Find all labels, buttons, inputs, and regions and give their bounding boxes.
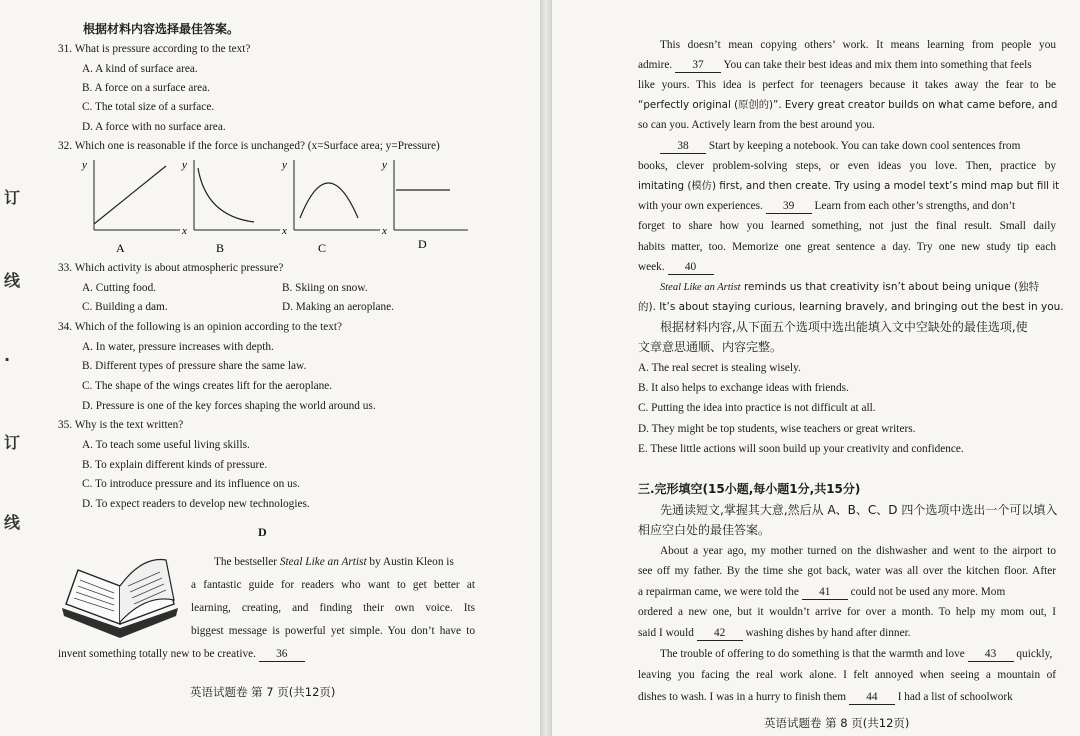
- axis-y-label: y: [282, 159, 287, 171]
- graph-a: [81, 159, 187, 255]
- task-instruction: 文章意思通顺、内容完整。: [638, 340, 783, 354]
- passage-line: ordered a new one, but it wouldn’t arrive for over a month. To help my mom out, I: [638, 606, 1056, 618]
- question-32-graphs: [78, 154, 478, 258]
- passage-line: learning, creating, and finding their own voice. Its: [191, 602, 475, 614]
- blank-43: 43: [968, 647, 1014, 662]
- passage-line: invent something totally new to be creative. 36: [58, 647, 305, 662]
- passage-line: with your own experiences. 39 Learn from each other’s strengths, and don’t: [638, 200, 1016, 212]
- option: C. The total size of a surface.: [82, 101, 215, 113]
- section-instruction: 根据材料内容选择最佳答案。: [83, 22, 240, 36]
- option: B. Different types of pressure share the same law.: [82, 360, 307, 372]
- option: B. Skiing on snow.: [282, 282, 368, 294]
- axis-y-label: y: [182, 159, 187, 171]
- passage-line: habits matter, too. Memorize one great sentence a day. Try one new study tip each: [638, 241, 1056, 253]
- blank-44: 44: [849, 690, 895, 705]
- option: D. To expect readers to develop new technologies.: [82, 498, 310, 510]
- passage-line: The bestseller Steal Like an Artist by Austin Kleon is: [214, 556, 454, 568]
- question-34: 34. Which of the following is an opinion according to the text?: [58, 321, 343, 333]
- page-footer: 英语试题卷 第 8 页(共12页): [764, 716, 910, 730]
- passage-line: a repairman came, we were told the 41 could not be used any more. Mom: [638, 586, 1006, 598]
- passage-line: so can you. Actively learn from the best around you.: [638, 119, 875, 131]
- question-33: 33. Which activity is about atmospheric pressure?: [58, 262, 284, 274]
- blank-41: 41: [802, 585, 848, 600]
- graph-label: A: [116, 241, 125, 255]
- passage-line: Steal Like an Artist reminds us that creativity isn’t about being unique (独特: [660, 281, 1040, 293]
- binding-mark: 订: [4, 433, 21, 452]
- passage-line: leaving you facing the real work alone. I felt annoyed when seeing a mountain of: [638, 669, 1056, 681]
- passage-line: a fantastic guide for readers who want to get better at: [191, 579, 475, 591]
- graph-b: [181, 159, 287, 255]
- option: C. To introduce pressure and its influence on us.: [82, 478, 300, 490]
- blank-42: 42: [697, 626, 743, 641]
- graph-label: C: [318, 241, 327, 255]
- passage-line: dishes to wash. I was in a hurry to finish them 44 I had a list of schoolwork: [638, 691, 1013, 703]
- binding-mark: 线: [4, 513, 21, 532]
- passage-line: imitating (模仿) first, and then create. Try using a model text’s mind map but fill it: [638, 180, 1060, 192]
- section-heading-d: D: [258, 525, 267, 539]
- section-heading-cloze: 三.完形填空(15小题,每小题1分,共15分): [638, 482, 861, 496]
- axis-x-label: x: [182, 225, 187, 237]
- passage-line: 的). It’s about staying curious, learning bravely, and bringing out the best in you.: [638, 301, 1064, 313]
- question-31: 31. What is pressure according to the text?: [58, 43, 251, 55]
- passage-line: The trouble of offering to do something is that the warmth and love 43 quickly,: [660, 648, 1053, 660]
- cloze-instruction: 先通读短文,掌握其大意,然后从 A、B、C、D 四个选项中选出一个可以填入: [660, 503, 1058, 517]
- passage-line: like yours. This idea is perfect for teenagers because it takes away the fear to be: [638, 79, 1056, 91]
- task-instruction: 根据材料内容,从下面五个选项中选出能填入文中空缺处的最佳选项,使: [660, 320, 1028, 334]
- open-book-illustration: [56, 556, 184, 640]
- passage-line: forget to share how you learned something, not just the final result. Small daily: [638, 220, 1056, 232]
- axis-x-label: x: [282, 225, 287, 237]
- blank-38: 38: [660, 139, 706, 154]
- graph-d: [381, 159, 468, 251]
- page-footer: 英语试题卷 第 7 页(共12页): [190, 685, 336, 699]
- cloze-instruction: 相应空白处的最佳答案。: [638, 523, 771, 537]
- passage-line: week. 40: [638, 260, 714, 275]
- choice-option: A. The real secret is stealing wisely.: [638, 362, 801, 374]
- question-32: 32. Which one is reasonable if the force is unchanged? (x=Surface area; y=Pressure): [58, 140, 440, 152]
- option: B. To explain different kinds of pressure.: [82, 459, 268, 471]
- choice-option: C. Putting the idea into practice is not difficult at all.: [638, 402, 876, 414]
- axis-y-label: y: [382, 159, 387, 171]
- right-page: [552, 0, 1080, 736]
- option: A. A kind of surface area.: [82, 63, 198, 75]
- question-35: 35. Why is the text written?: [58, 419, 184, 431]
- graph-label: D: [418, 237, 427, 251]
- binding-mark: 线: [4, 271, 21, 290]
- binding-mark: 订: [4, 188, 21, 207]
- axis-x-label: x: [382, 225, 387, 237]
- passage-line: About a year ago, my mother turned on the dishwasher and went to the airport to: [660, 545, 1056, 557]
- blank-39: 39: [766, 199, 812, 214]
- axis-y-label: y: [82, 159, 87, 171]
- binding-mark: ·: [4, 350, 11, 369]
- passage-line: see off my father. By the time she got back, water was all over the kitchen floor. After: [638, 565, 1056, 577]
- passage-line: books, clever problem-solving steps, or even ideas you love. Then, practice by: [638, 160, 1056, 172]
- choice-option: B. It also helps to exchange ideas with friends.: [638, 382, 849, 394]
- choice-option: D. They might be top students, wise teachers or great writers.: [638, 423, 916, 435]
- graph-c: [281, 159, 387, 255]
- option: D. Making an aeroplane.: [282, 301, 394, 313]
- option: C. Building a dam.: [82, 301, 168, 313]
- page-gutter: [540, 0, 552, 736]
- option: D. A force with no surface area.: [82, 121, 226, 133]
- option: D. Pressure is one of the key forces shaping the world around us.: [82, 400, 376, 412]
- blank-37: 37: [675, 58, 721, 73]
- choice-option: E. These little actions will soon build up your creativity and confidence.: [638, 443, 964, 455]
- passage-line: “perfectly original (原创的)”. Every great creator builds on what came before, and: [638, 99, 1058, 111]
- passage-line: This doesn’t mean copying others’ work. It means learning from people you: [660, 39, 1056, 51]
- passage-line: 38 Start by keeping a notebook. You can take down cool sentences from: [660, 139, 1020, 154]
- passage-line: biggest message is powerful yet simple. You don’t have to: [191, 625, 475, 637]
- option: A. Cutting food.: [82, 282, 157, 294]
- passage-line: admire. 37 You can take their best ideas and mix them into something that feels: [638, 59, 1032, 71]
- option: A. To teach some useful living skills.: [82, 439, 250, 451]
- option: B. A force on a surface area.: [82, 82, 210, 94]
- blank-36: 36: [259, 647, 305, 662]
- passage-line: said I would 42 washing dishes by hand after dinner.: [638, 627, 911, 639]
- blank-40: 40: [668, 260, 714, 275]
- graph-label: B: [216, 241, 225, 255]
- option: C. The shape of the wings creates lift for the aeroplane.: [82, 380, 333, 392]
- option: A. In water, pressure increases with depth.: [82, 341, 274, 353]
